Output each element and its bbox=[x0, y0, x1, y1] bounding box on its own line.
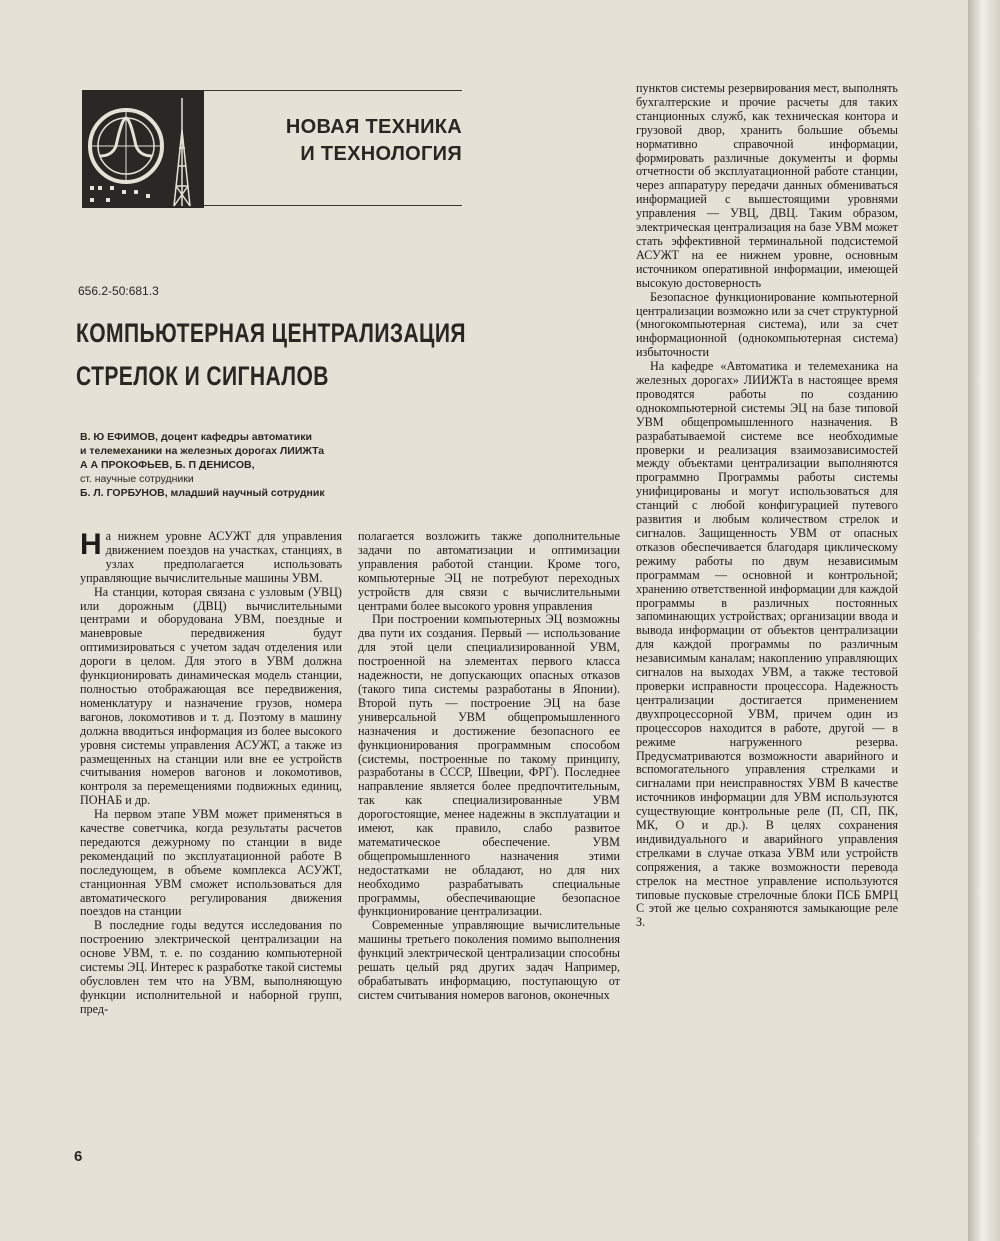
paragraph: пунктов системы резервирования мест, выполнять бухгалтерские и прочие расчеты для таких станционных служб, как техническая контора и грузовой двор, хранить большие объемы нормативно справочной информации, формировать различные документы и формы отчетности об эксплуатационной работе станции, через аппаратуру передачи данных обмениваться информацией с вышестоящими уровнями управления — УВЦ, ДВЦ. Таким образом, электрическая централизация на базе УВМ может стать эффективной терминальной подсистемой АСУЖТ на ее нижнем уровне, основным источником оперативной информации, имеющей высокую достоверность bbox=[636, 81, 898, 290]
paragraph: Безопасное функционирование компьютерной централизации возможно или за счет структурной (многокомпьютерная система), или за счет информационной (однокомпьютерная система) избыточности bbox=[636, 289, 898, 360]
article-title bbox=[76, 312, 466, 398]
paragraph-text: а нижнем уровне АСУЖТ для управления движением поездов на участках, станциях, в узлах предполагается использовать управляющие вычислительные машины УВМ. bbox=[80, 529, 342, 585]
paragraph: На первом этапе УВМ может применяться в качестве советчика, когда результаты расчетов передаются дежурному по станции в виде рекомендаций по эксплуатационной работе В последующем, в объеме комплекса АСУЖТ, станционная УВМ сможет использоваться для автоматического регулирования движения поездов на станции bbox=[80, 807, 342, 919]
paragraph bbox=[80, 530, 342, 586]
author-line: Б. Л. ГОРБУНОВ, младший научный сотрудник bbox=[80, 487, 325, 499]
binding-fold bbox=[968, 0, 1000, 1241]
rubric-top-rule bbox=[204, 90, 462, 91]
author-line: и телемеханики на железных дорогах ЛИИЖТа bbox=[80, 445, 325, 457]
author-line: ст. научные сотрудники bbox=[80, 473, 194, 485]
author-list bbox=[80, 430, 430, 500]
page-number: 6 bbox=[74, 1148, 83, 1165]
paragraph: На кафедре «Автоматика и телемеханика на железных дорогах» ЛИИЖТа в настоящее время проводятся работы по созданию однокомпьютерной системы ЭЦ на базе типовой УВМ общепромышленного назначения. В разрабатываемой системе все необходимые проверки и реализация взаимозависимостей между объектами централизации выполняются программно Программы работы системы унифицированы и могут использоваться для станций с любой конфигурацией путевого развития и любым количеством стрелок и сигналов. Защищенность УВМ от опасных отказов обеспечивается благодаря циклическому режиму работы по двум независимым программам — основной и контрольной; хранению ответственной информации для каждой программы в различных постоянных запоминающих устройствах; организации ввода и вывода информации от объектов централизации для каждой программы по различным независимым каналам; накоплению управляющих сигналов на выходах УВМ, а также тестовой проверки исправности процессора. Надежность централизации достигается применением двухпроцессорной УВМ, причем один из процессоров находится в работе, другой — в режиме нагруженного резерва. Предусматриваются возможности аварийного и вспомогательного управления стрелками и сигналами при неисправностях УВМ В качестве источников информации для УВМ используются существующие контрольные реле (П, СП, ПК, МК, О и др.). В целях сохранения индивидуального и аварийного управления стрелками в случае отказа УВМ или устройств сопряжения, а также возможности перевода стрелок на местное управление используются типовые пусковые стрелочные блоки ПСБ БМРЦ С этой же целью сохраняются замыкающие реле З. bbox=[636, 359, 898, 930]
paragraph: полагается возложить также дополнительные задачи по автоматизации и оптимизации управления работой станции. Кроме того, компьютерные ЭЦ не потребуют переходных устройств для связи с вычислительными центрами более высокого уровня управления bbox=[358, 529, 620, 613]
udc-code: 656.2-50:681.3 bbox=[78, 284, 159, 298]
drop-cap: Н bbox=[80, 528, 102, 561]
paragraph: При построении компьютерных ЭЦ возможны два пути их создания. Первый — использование для этой цели специализированной УВМ, построенной на элементах первого класса надежности, не допускающих опасных отказов (такого типа системы разработаны в Японии). Второй путь — построение ЭЦ на базе универсальной УВМ общепромышленного назначения и достижение безопасного ее функционирования программным способом (системы, построенные по такому принципу, разработаны в СССР, Швеции, ФРГ). Последнее направление является более предпочтительным, так как специализированные УВМ дорогостоящие, менее надежны в эксплуатации и имеют, как правило, слабо развитое математическое обеспечение. УВМ общепромышленного назначения этими недостатками не обладают, но для них необходимо разрабатывать специальные программы, обеспечивающие безопасное функционирование централизации. bbox=[358, 612, 620, 919]
paragraph: В последние годы ведутся исследования по построению электрической централизации на основе УВМ, т. е. по созданию компьютерной системы ЭЦ. Интерес к разработке такой системы обусловлен тем что на УВМ, выполняющую функции исполнительной и наборной групп, пред- bbox=[80, 918, 342, 1016]
text-column-2 bbox=[358, 530, 620, 1003]
rubric-bottom-rule bbox=[204, 205, 462, 206]
rubric-line-2: И ТЕХНОЛОГИЯ bbox=[300, 143, 462, 165]
oscilloscope-tower-logo-icon bbox=[82, 90, 204, 208]
paragraph: На станции, которая связана с узловым (УВЦ) или дорожным (ДВЦ) вычислительными центрами и оборудована УВМ, поездные и маневровые передвижения будут оптимизироваться с учетом задач отделения или дороги в целом. Для этого в УВМ должна функционировать динамическая модель станции, полностью отображающая все передвижения, номенклатуру и назначение грузов, номера вагонов, локомотивов и т. д. Поэтому в машину должна вводиться информация из более высокого уровня системы управления АСУЖТ, а также из размещенных на станции или вне ее устройств считывания номеров вагонов и локомотивов, контроля за перемещениями подвижных единиц, ПОНАБ и др. bbox=[80, 584, 342, 808]
section-rubric bbox=[252, 114, 462, 168]
text-column-1 bbox=[80, 530, 342, 1017]
paragraph: Современные управляющие вычислительные машины третьего поколения помимо выполнения функций электрической централизации способны решать целый ряд других задач Например, обрабатывать информацию, поступающую от систем считывания номеров вагонов, оконечных bbox=[358, 918, 620, 1002]
author-line: В. Ю ЕФИМОВ, доцент кафедры автоматики bbox=[80, 431, 312, 443]
title-line-1: КОМПЬЮТЕРНАЯ ЦЕНТРАЛИЗАЦИЯ bbox=[76, 318, 466, 348]
rubric-line-1: НОВАЯ ТЕХНИКА bbox=[285, 116, 462, 138]
title-line-2: СТРЕЛОК И СИГНАЛОВ bbox=[76, 361, 329, 391]
text-column-3 bbox=[636, 82, 898, 930]
author-line: А А ПРОКОФЬЕВ, Б. П ДЕНИСОВ, bbox=[80, 459, 255, 471]
